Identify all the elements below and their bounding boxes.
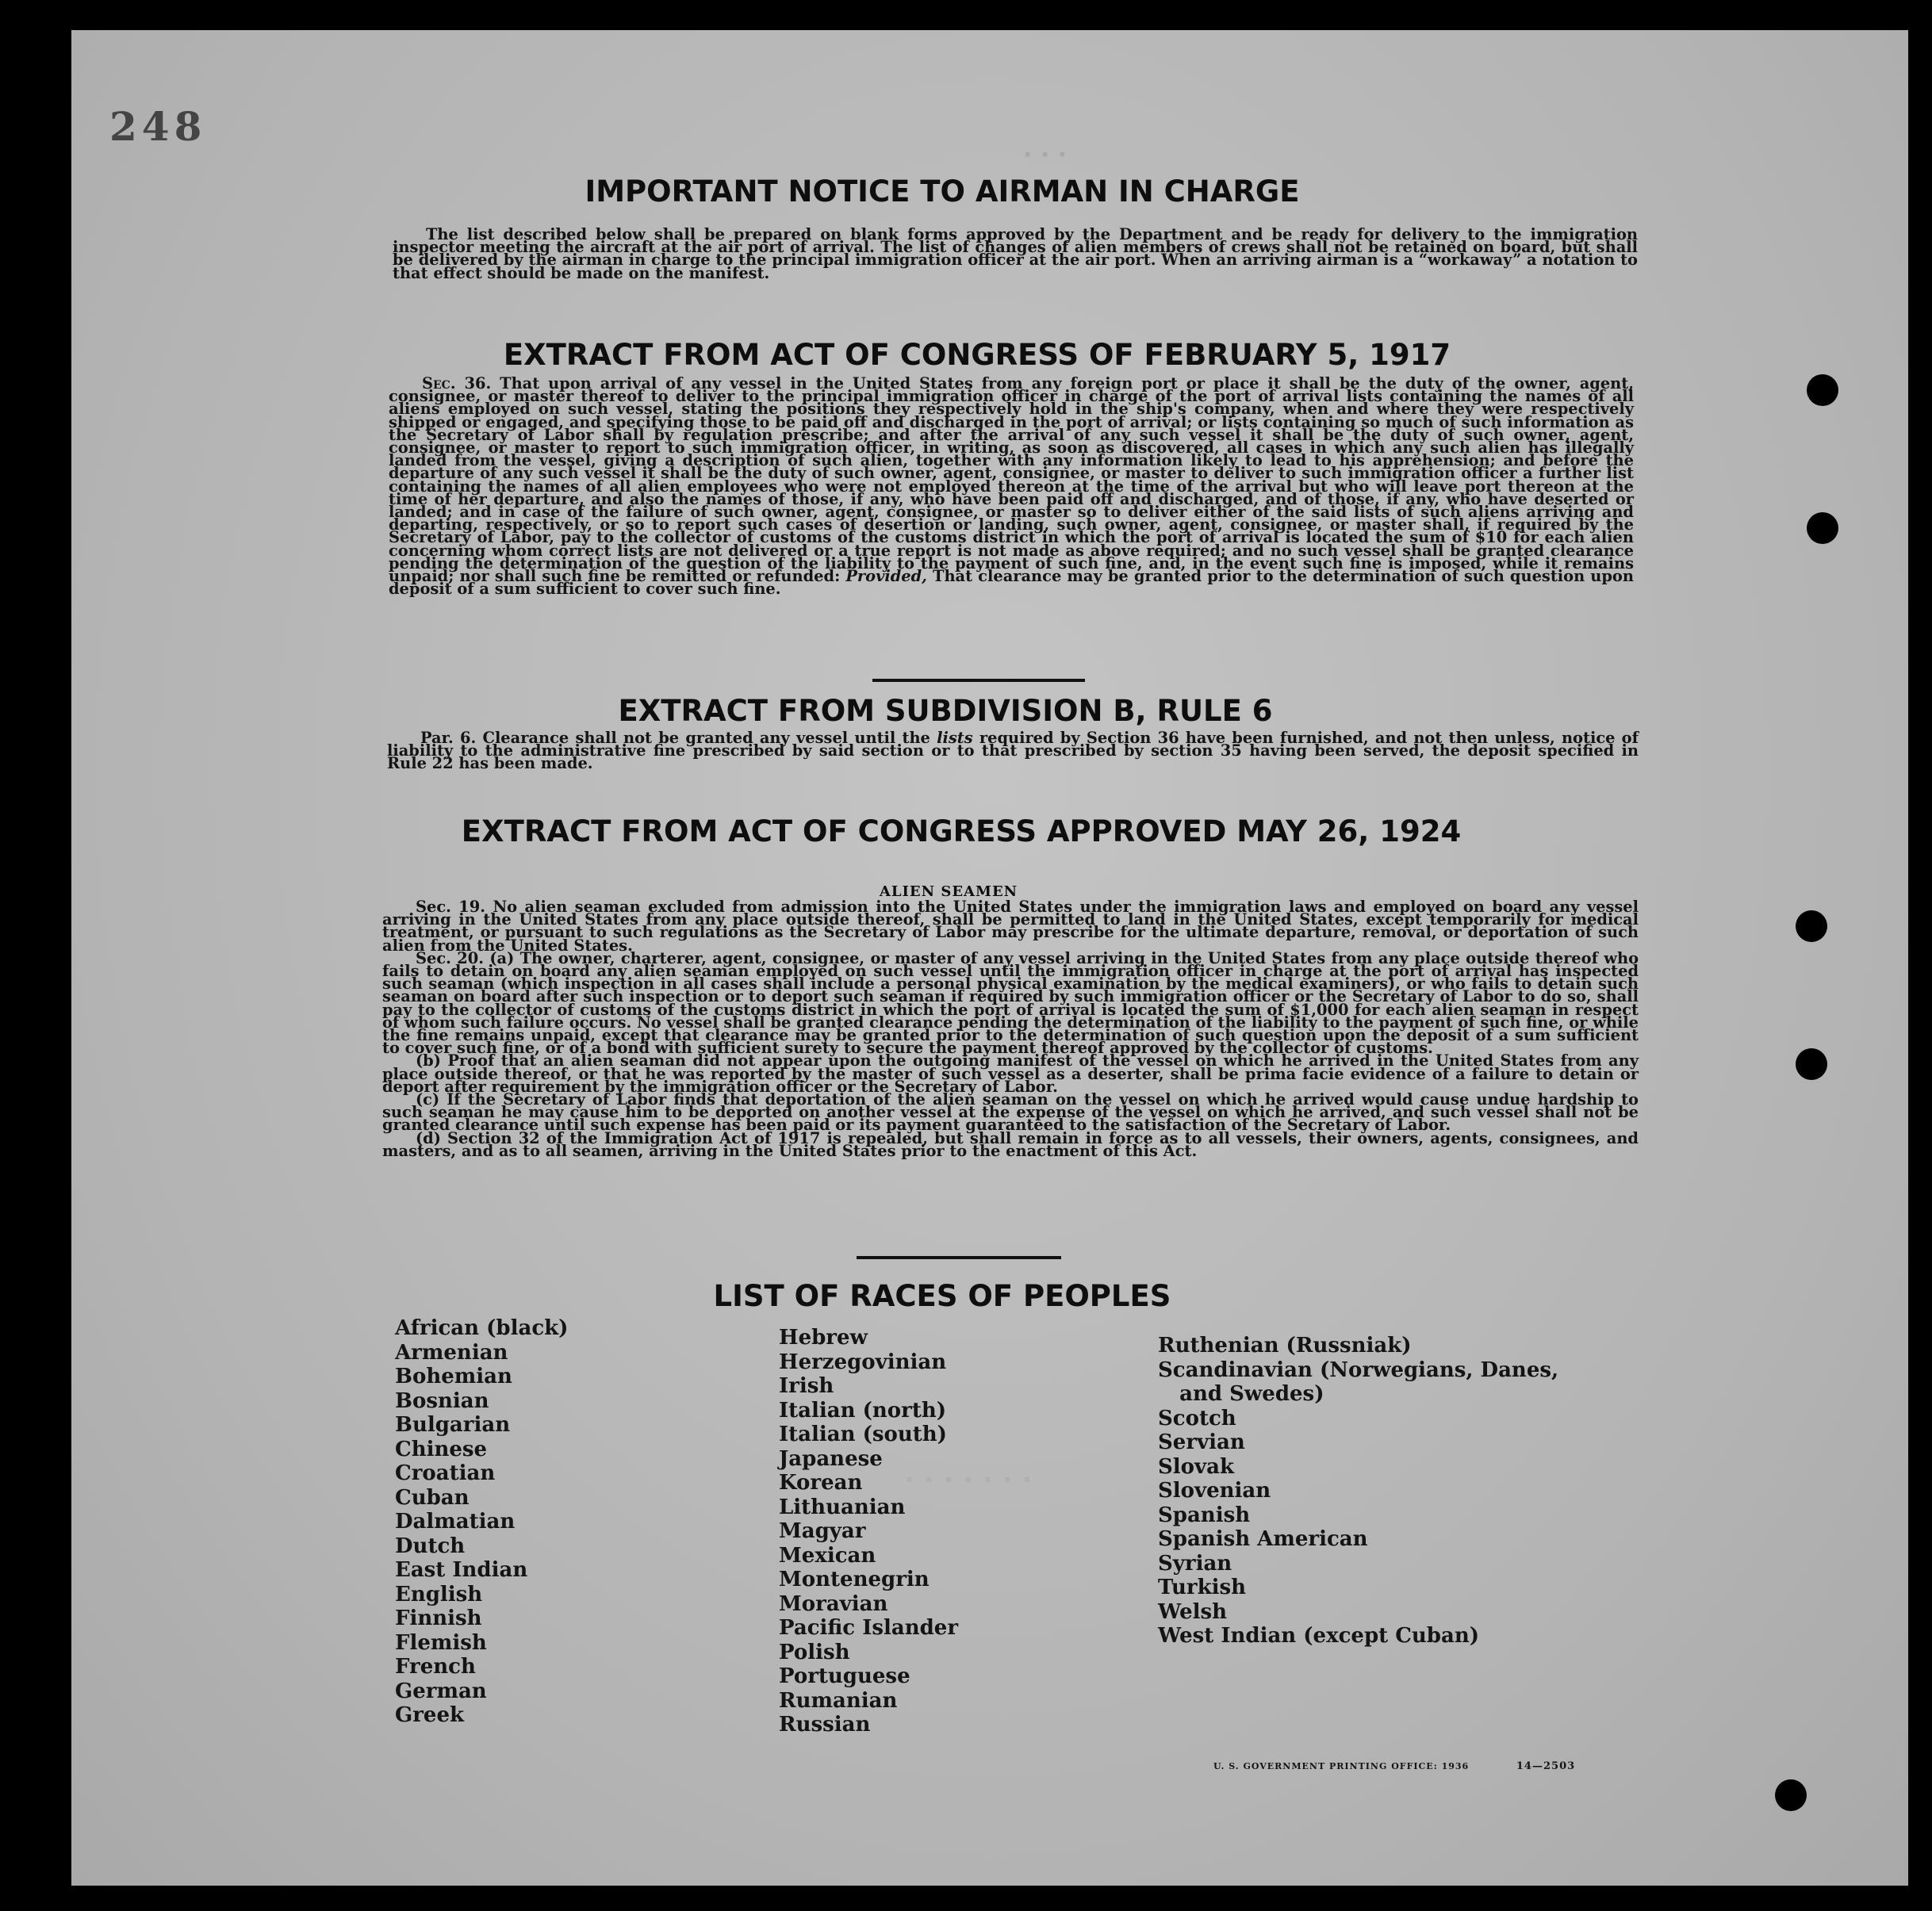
races-column-3: [1158, 1334, 1558, 1649]
punch-hole: [1775, 1779, 1807, 1811]
bleed-through-text: · · ·: [1023, 141, 1068, 169]
rule-6-text-a: Par. 6. Clearance shall not be granted any vessel until the: [420, 729, 930, 747]
section-20a-paragraph: Sec. 20. (a) The owner, charterer, agent, consignee, or master of any vessel arriving in the United States from any place outside thereof who fails to detain on board any alien seaman employed on such vessel until the immigration officer in charge at the port of arrival has inspected such seaman (which inspection in all cases shall include a personal physical examination by the medical examiners), or who fails to detain such seaman on board after such inspection or to deport such seaman if required by such immigration officer or the Secretary of Labor to do so, shall pay to the collector of customs of the customs district in which the port of arrival is located the sum of $1,000 for each alien seaman in respect of whom such failure occurs. No vessel shall be granted clearance pending the determination of the liability to the payment of such fine, or while the fine remains unpaid, except that clearance may be granted prior to the determination of such question upon the deposit of a sum sufficient to cover such fine, or of a bond with sufficient surety to secure the payment thereof approved by the collector of customs.: [382, 948, 1639, 1058]
race-item: Turkish: [1158, 1576, 1246, 1599]
race-item: Dutch: [395, 1534, 466, 1558]
race-item: Portuguese: [779, 1664, 910, 1688]
race-item: East Indian: [395, 1558, 528, 1582]
divider: [872, 679, 1085, 682]
race-item: Servian: [1158, 1430, 1245, 1454]
race-item: Ruthenian (Russniak): [1158, 1334, 1412, 1358]
race-item: Spanish American: [1158, 1527, 1368, 1551]
page-number: 248: [109, 103, 207, 150]
race-item: Moravian: [779, 1591, 888, 1616]
act-1924-subtitle: ALIEN SEAMEN: [879, 883, 1018, 900]
race-item: Montenegrin: [779, 1568, 930, 1591]
races-column-2: [779, 1326, 958, 1737]
race-item: Welsh: [1158, 1599, 1228, 1624]
section-20d-paragraph: (d) Section 32 of the Immigration Act of 1917 is repealed, but shall remain in force as to all vessels, their owners, agents, consignees, and masters, and as to all seamen, arriving in the United States prior to the enactment of this Act.: [382, 1128, 1639, 1160]
race-item: English: [395, 1582, 483, 1607]
race-item: Hebrew: [779, 1326, 868, 1350]
race-item: Polish: [779, 1640, 850, 1664]
printer-line: U. S. GOVERNMENT PRINTING OFFICE: 1936: [1213, 1761, 1470, 1771]
race-item: Bosnian: [395, 1388, 489, 1413]
act-1917-body: [389, 374, 1634, 599]
races-column-1: [395, 1316, 568, 1728]
document-page: [71, 30, 1908, 1886]
race-item: Slovak: [1158, 1454, 1234, 1479]
act-1924-title: EXTRACT FROM ACT OF CONGRESS APPROVED MAY 26, 1924: [461, 814, 1462, 848]
printer-imprint: [1213, 1760, 1575, 1772]
rule-6-title: EXTRACT FROM SUBDIVISION B, RULE 6: [618, 694, 1273, 728]
race-item: French: [395, 1655, 476, 1679]
act-1924-body: [382, 898, 1639, 1160]
race-item: Spanish: [1158, 1503, 1251, 1527]
race-item: Rumanian: [779, 1688, 898, 1713]
section-19-paragraph: Sec. 19. No alien seaman excluded from admission into the United States under the immigration laws and employed on board any vessel arriving in the United States from any place outside thereof, shall be permitted to land in the United States, except temporarily for medical treatment, or pursuant to such regulations as the Secretary of Labor may prescribe for the ultimate departure, removal, or deportation of such alien from the United States.: [382, 898, 1639, 955]
race-item: Slovenian: [1158, 1479, 1271, 1503]
race-item: Japanese: [779, 1446, 883, 1471]
section-36-paragraph: [389, 374, 1634, 599]
section-label: Sec. 36.: [422, 374, 492, 393]
section-20b-paragraph: (b) Proof that an alien seaman did not appear upon the outgoing manifest of the vessel on which he arrived in the United States from any place outside thereof, or that he was reported by the master of such vessel as a deserter, shall be prima facie evidence of a failure to detain or deport after requirement by the immigration officer or the Secretary of Labor.: [382, 1051, 1639, 1096]
race-item: German: [395, 1679, 487, 1703]
race-item: Scotch: [1158, 1406, 1236, 1430]
rule-6-paragraph: [387, 729, 1639, 773]
provided-label: Provided,: [845, 567, 927, 586]
race-item: Herzegovinian: [779, 1350, 947, 1374]
race-item: African (black): [395, 1316, 569, 1340]
act-1917-title: EXTRACT FROM ACT OF CONGRESS OF FEBRUARY 5, 1917: [503, 338, 1451, 372]
race-item: Flemish: [395, 1630, 487, 1655]
race-item: Pacific Islander: [779, 1616, 959, 1640]
rule-6-body: [387, 729, 1639, 773]
punch-hole: [1807, 374, 1838, 406]
punch-hole: [1807, 512, 1838, 544]
race-item: Bohemian: [395, 1365, 512, 1388]
divider: [857, 1256, 1061, 1259]
race-item: Mexican: [779, 1543, 876, 1568]
notice-title: IMPORTANT NOTICE TO AIRMAN IN CHARGE: [585, 174, 1300, 209]
notice-paragraph: The list described below shall be prepared on blank forms approved by the Department and be ready for delivery to the immigration inspector meeting the aircraft at the air port of arrival. The list of changes of alien members of crews shall not be retained on board, but shall be delivered by the airman in charge to the principal immigration officer at the air port. When an arriving airman is a “workaway” a notation to that effect should be made on the manifest.: [393, 225, 1638, 282]
race-item: Finnish: [395, 1607, 482, 1630]
section-36-text-end: That clearance may be granted prior to the determination of such question upon deposit of a sum sufficient to cover such fine.: [389, 567, 1634, 599]
form-number: 14—2503: [1516, 1760, 1576, 1772]
race-item: Italian (south): [779, 1423, 947, 1446]
race-item: Italian (north): [779, 1398, 947, 1423]
race-item: Lithuanian: [779, 1495, 906, 1519]
race-item: Scandinavian (Norwegians, Danes,: [1158, 1358, 1559, 1382]
rule-6-text-b: required by Section 36 have been furnished, and not then unless, notice of liability to the administrative fine prescribed by said section or to that prescribed by section 35 having been served, the deposit specified in Rule 22 has been made.: [387, 729, 1639, 773]
race-item: Dalmatian: [395, 1510, 516, 1534]
race-item: Croatian: [395, 1461, 496, 1485]
race-item: Syrian: [1158, 1551, 1232, 1576]
race-item: Greek: [395, 1703, 465, 1727]
lists-word: lists: [937, 729, 973, 747]
race-item: Bulgarian: [395, 1413, 511, 1437]
race-item: Cuban: [395, 1485, 470, 1510]
race-item: Irish: [779, 1374, 834, 1398]
race-item: and Swedes): [1158, 1382, 1324, 1406]
race-item: West Indian (except Cuban): [1158, 1624, 1480, 1648]
section-20c-paragraph: (c) If the Secretary of Labor finds that deportation of the alien seaman on the vessel on which he arrived would cause undue hardship to such seaman he may cause him to be deported on another vessel at the expense of the vessel on which he arrived, and such vessel shall not be granted clearance until such expense has been paid or its payment guaranteed to the satisfaction of the Secretary of Labor.: [382, 1090, 1639, 1135]
races-title: LIST OF RACES OF PEOPLES: [713, 1279, 1171, 1313]
race-item: Korean: [779, 1471, 863, 1495]
punch-hole: [1796, 1048, 1827, 1080]
race-item: Armenian: [395, 1340, 508, 1365]
race-item: Russian: [779, 1713, 871, 1737]
punch-hole: [1796, 910, 1827, 942]
notice-body: [393, 225, 1638, 282]
race-item: Chinese: [395, 1437, 488, 1461]
race-item: Magyar: [779, 1519, 866, 1543]
section-36-text: That upon arrival of any vessel in the United States from any foreign port or place it shall be the duty of the owner, agent, consignee, or master thereof to deliver to the principal immigration officer in charge of the port of arrival lists containing the names of all aliens employed on such vessel, stating the positions they respectively hold in the ship's company, when and where they were respectively shipped or engaged, and specifying those to be paid off and discharged in the port of arrival; or lists containing so much of such information as the Secretary of Labor shall by regulation prescribe; and after the arrival of any such vessel it shall be the duty of such owner, agent, consignee, or master to report to such immigration officer, in writing, as soon as discovered, all cases in which any such alien has illegally landed from the vessel, giving a description of such alien, together with any information likely to lead to his apprehension; and before the departure of any such vessel it shall be the duty of such owner, agent, consignee, or master to deliver to such immigration officer a further list containing the names of all alien employees who were not employed thereon at the time of the arrival but who will leave port thereon at the time of her departure, and also the names of those, if any, who have been paid off and discharged, and of those, if any, who have deserted or landed; and in case of the failure of such owner, agent, consignee, or master so to deliver either of the said lists of such aliens arriving and departing, respectively, or so to report such cases of desertion or landing, such owner, agent, consignee, or master shall, if required by the Secretary of Labor, pay to the collector of customs of the customs district in which the port of arrival is located the sum of $10 for each alien concerning whom correct lists are not delivered or a true report is not made as above required; and no such vessel shall be granted clearance pending the determination of the question of the liability to the payment of such fine, and, in the event such fine is imposed, while it remains unpaid; nor shall such fine be remitted or refunded:: [389, 374, 1634, 586]
bleed-through-text: . . . . . . .: [904, 1457, 1033, 1489]
